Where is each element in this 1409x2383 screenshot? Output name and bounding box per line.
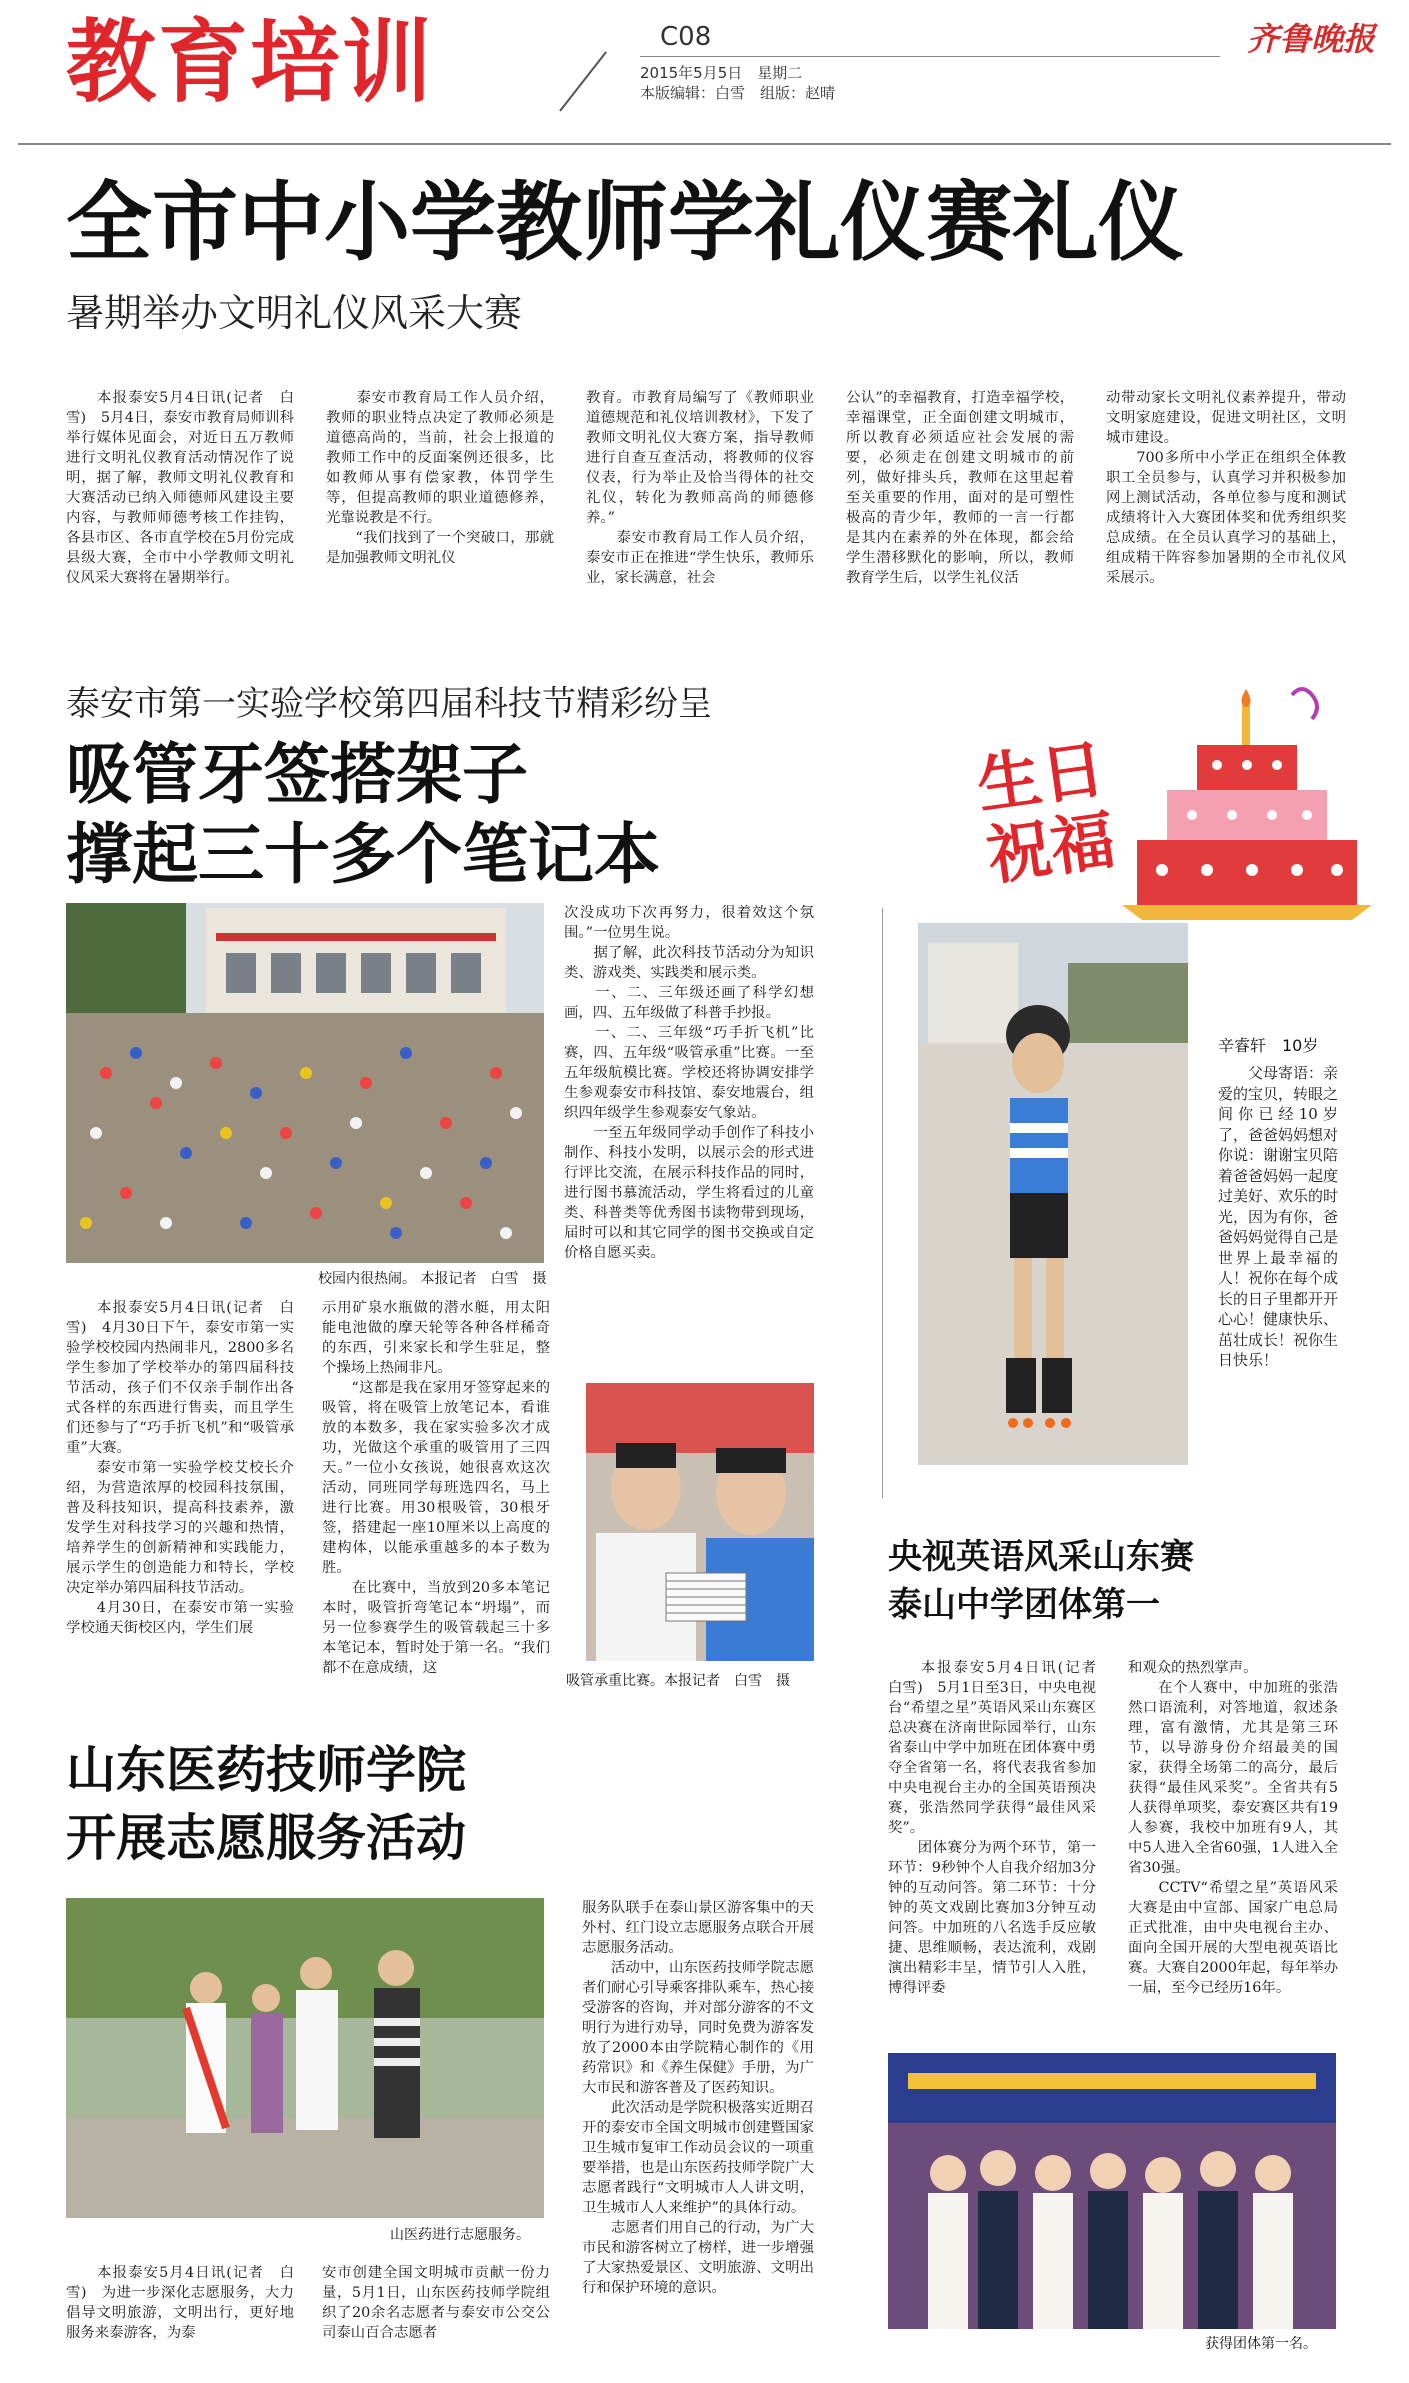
article1-col-1: 本报泰安5月4日讯(记者 白雪) 5月4日，泰安市教育局师训科举行媒体见面会，对近日五万教师进行文明礼仪教育活动情况作了说明，据了解，教师文明礼仪教育和大赛活动已纳入师德师风建设主要内容，与教师师德考核工作挂钩，各县市区、各市直学校在5月份完成县级大赛，全市中小学教师文明礼仪风采大赛将在暑期举行。 <box>66 390 294 586</box>
birthday-banner <box>882 685 1382 925</box>
article2-col-2: 示用矿泉水瓶做的潜水艇，用太阳能电池做的摩天轮等各种各样稀奇的东西，引来家长和学生驻足，整个操场上热闹非凡。 “这都是我在家用牙签穿起来的吸管，将在吸管上放笔记本，看谁放的本数多，我在家实验多次才成功，光做这个承重的吸管用了三四天。”一位小女孩说，她很喜欢这次活动，同班同学每班选四名，马上进行比赛。用30根吸管，30根牙签，搭建起一座10厘米以上高度的建构体，以能承重越多的本子数为胜。 在比赛中，当放到20多本笔记本时，吸管折弯笔记本“坍塌”，而另一位参赛学生的吸管载起三十多本笔记本，暂时处于第一名。“我们都不在意成绩，这 <box>322 1300 550 1676</box>
birthday-child-name: 辛睿轩 10岁 <box>1218 1036 1319 1055</box>
article1-col-5: 动带动家长文明礼仪素养提升，带动文明家庭建设，促进文明社区，文明城市建设。 700多所中小学正在组织全体教职工全员参与，认真学习并积极参加网上测试活动，各单位参与度和测试成绩将计入大赛团体奖和优秀组织奖总成绩。在全员认真学习的基础上，组成精干阵容参加暑期的全市礼仪风采展示。 <box>1106 390 1346 586</box>
article1-subtitle: 暑期举办文明礼仪风采大赛 <box>66 291 523 335</box>
newspaper-logo: 齐鲁晚报 <box>1246 20 1375 58</box>
article2-col-1: 本报泰安5月4日讯(记者 白雪) 4月30日下午，泰安市第一实验学校校园内热闹非凡，2800多名学生参加了学校举办的第四届科技节活动，孩子们不仅亲手制作出各式各样的东西进行售卖，而且学生们还参与了“巧手折飞机”和“吸管承重”大赛。 泰安市第一实验学校艾校长介绍，为营造浓厚的校园科技氛围，普及科技知识，提高科技素养，激发学生对科技学习的兴趣和热情，培养学生的创新精神和实践能力，展示学生的创造能力和特长，学校决定举办第四届科技节活动。 4月30日，在泰安市第一实验学校通天街校区内，学生们展 <box>66 1300 294 1636</box>
section-title: 教育培训 <box>66 10 434 115</box>
article1-col-4: 公认”的幸福教育，打造幸福学校，幸福课堂，正全面创建文明城市，所以教育必须适应社会发展的需要，必须走在创建文明城市的前列，做好排头兵，教师在这里起着至关重要的作用，面对的是可塑性极高的青少年，教师的一言一行都是其内在素养的外在体现，都会给学生潜移默化的影响，所以，教师教育学生后，以学生礼仪活 <box>846 390 1074 586</box>
article2-col-right-top: 次没成功下次再努力，很着效这个氛围。”一位男生说。 据了解，此次科技节活动分为知识类、游戏类、实践类和展示类。 一、二、三年级还画了科学幻想画，四、五年级做了科普手抄报。 一、二、三年级“巧手折飞机”比赛，四、五年级“吸管承重”比赛。一至五年级航模比赛。学校还将协调安排学生参观泰安市科技馆、泰安地震台，组织四年级学生参观泰安气象站。 一至五年级同学动手创作了科技小制作、科技小发明，以展示会的形式进行评比交流，在展示科技作品的同时，进行图书慕流活动，学生将看过的儿童类、科普类等优秀图书读物带到现场，届时可以和其它同学的图书交换或自定价格自愿买卖。 <box>564 905 814 1261</box>
article3-title-line1: 央视英语风采山东赛 <box>888 1537 1194 1577</box>
article4-col-2: 安市创建全国文明城市贡献一份力量，5月1日，山东医药技师学院组织了20余名志愿者与泰安市公交公司泰山百合志愿者 <box>322 2265 550 2341</box>
editors-line: 本版编辑：白雪 组版：赵晴 <box>640 84 836 102</box>
header-rule <box>640 56 1220 57</box>
birthday-message: 父母寄语：亲爱的宝贝，转眼之间你已经10岁了，爸爸妈妈想对你说：谢谢宝贝陪着爸爸妈妈一起度过美好、欢乐的时光，因为有你，爸爸妈妈觉得自己是世界上最幸福的人！祝你在每个成长的日子里都开开心心！健康快乐、茁壮成长！祝你生日快乐！ <box>1218 1064 1339 1369</box>
article4-col-1: 本报泰安5月4日讯(记者 白雪) 为进一步深化志愿服务，大力倡导文明旅游，文明出行，更好地服务来泰游客，为泰 <box>66 2265 294 2341</box>
volunteer-photo <box>66 1898 544 2218</box>
volunteer-photo-caption: 山医药进行志愿服务。 <box>390 2227 530 2243</box>
team-award-photo <box>888 2053 1336 2329</box>
article2-title-line2: 撑起三十多个笔记本 <box>66 816 660 893</box>
birthday-left-rule <box>882 908 883 1498</box>
issue-date: 2015年5月5日 星期二 <box>640 64 803 82</box>
article4-title-line1: 山东医药技师学院 <box>66 1741 466 1799</box>
article3-col-1: 本报泰安5月4日讯(记者 白雪) 5月1日至3日，中央电视台“希望之星”英语风采山东赛区总决赛在济南世际园举行，山东省泰山中学中加班在团体赛中勇夺全省第一名，将代表我省参加中央电视台主办的全国英语预决赛，张浩然同学获得“最佳风采奖”。 团体赛分为两个环节，第一环节：9秒钟个人自我介绍加3分钟的互动问答。第二环节：十分钟的英文戏剧比赛加3分钟互动问答。中加班的八名选手反应敏捷、思维顺畅，表达流利，戏剧演出精彩丰呈，情节引人入胜，博得评委 <box>888 1660 1096 1996</box>
team-photo-caption: 获得团体第一名。 <box>1205 2336 1317 2352</box>
header-bottom-rule <box>18 143 1391 145</box>
campus-crowd-photo <box>66 903 544 1263</box>
straw-photo-caption: 吸管承重比赛。本报记者 白雪 摄 <box>566 1673 790 1689</box>
birthday-cake-icon <box>1122 685 1372 920</box>
birthday-child-photo <box>918 923 1188 1465</box>
article3-title-line2: 泰山中学团体第一 <box>888 1585 1160 1625</box>
article4-col-right: 服务队联手在泰山景区游客集中的天外村、红门设立志愿服务点联合开展志愿服务活动。 活动中，山东医药技师学院志愿者们耐心引导乘客排队乘车，热心接受游客的咨询，并对部分游客的不文明行为进行劝导，同时免费为游客发放了2000本由学院精心制作的《用药常识》和《养生保健》手册，为广大市民和游客普及了医药知识。 此次活动是学院积极落实近期召开的泰安市全国文明城市创建暨国家卫生城市复审工作动员会议的一项重要举措，也是山东医药技师学院广大志愿者践行“文明城市人人讲文明，卫生城市人人来维护”的具体行动。 志愿者们用自己的行动，为广大市民和游客树立了榜样，进一步增强了大家热爱景区、文明旅游、文明出行和保护环境的意识。 <box>582 1900 814 2296</box>
article1-title: 全市中小学教师学礼仪赛礼仪 <box>66 173 1184 273</box>
article2-kicker: 泰安市第一实验学校第四届科技节精彩纷呈 <box>66 684 712 724</box>
article1-col-3: 教育。市教育局编写了《教师职业道德规范和礼仪培训教材》，下发了教师文明礼仪大赛方案，指导教师进行自查互查活动，将教师的仪容仪表，行为举止及恰当得体的社交礼仪，转化为教师高尚的师德修养。” 泰安市教育局工作人员介绍，泰安市正在推进“学生快乐，教师乐业，家长满意，社会 <box>586 390 814 586</box>
article4-title-line2: 开展志愿服务活动 <box>66 1809 466 1867</box>
campus-photo-caption: 校园内很热闹。 本报记者 白雪 摄 <box>318 1271 547 1287</box>
article1-col-2: 泰安市教育局工作人员介绍，教师的职业特点决定了教师必须是道德高尚的，当前，社会上报道的教师工作中的反面案例还很多，比如教师从事有偿家教，体罚学生等，但提高教师的职业道德修养，光靠说教是不行。 “我们找到了一个突破口，那就是加强教师文明礼仪 <box>326 390 554 566</box>
article2-title-line1: 吸管牙签搭架子 <box>66 736 528 813</box>
birthday-title: 生日祝福 <box>972 732 1120 895</box>
header-divider <box>559 51 607 111</box>
page-number: C08 <box>660 22 712 52</box>
article3-col-2: 和观众的热烈掌声。 在个人赛中，中加班的张浩然口语流利，对答地道，叙述条理，富有激情，尤其是第三环节，以导游身份介绍最美的国家，获得全场第二的高分，最后获得“最佳风采奖”。全省共有5人获得单项奖，泰安赛区共有19人参赛，我校中加班有9人，其中5人进入全省60强，1人进入全省30强。 CCTV“希望之星”英语风采大赛是由中宣部、国家广电总局正式批准，由中央电视台主办、面向全国开展的大型电视英语比赛。大赛自2000年起，每年举办一届，至今已经历16年。 <box>1128 1660 1338 1996</box>
straw-contest-photo <box>586 1383 814 1661</box>
